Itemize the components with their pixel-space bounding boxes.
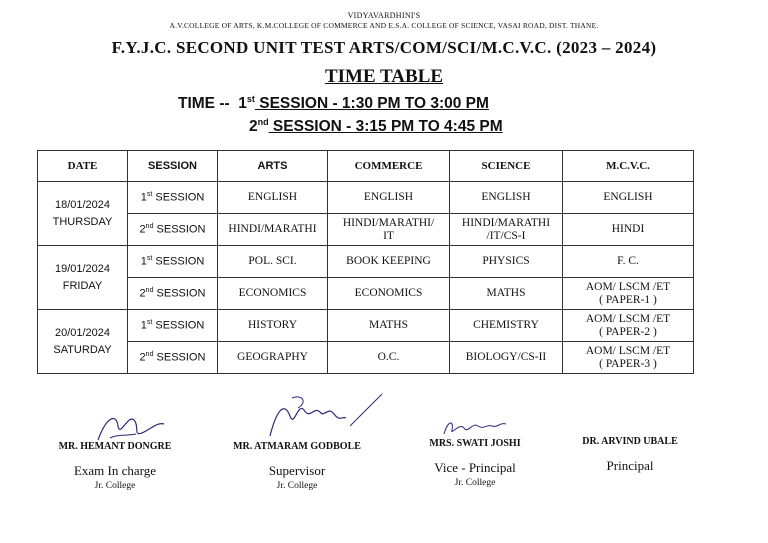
session-num: 1 xyxy=(140,191,147,204)
arts-subject-cell: GEOGRAPHY xyxy=(218,342,328,374)
table-row xyxy=(38,342,694,374)
commerce-subject-cell: HINDI/MARATHI/ IT xyxy=(328,214,450,246)
signatory-name: DR. ARVIND UBALE xyxy=(582,436,678,447)
science-subject-cell: BIOLOGY/CS-II xyxy=(450,342,563,374)
arts-subject-cell: POL. SCI. xyxy=(218,246,328,278)
header-science: SCIENCE xyxy=(450,151,563,182)
header-mcvc: M.C.V.C. xyxy=(563,151,694,182)
session-1-time xyxy=(178,94,489,113)
session-cell xyxy=(128,246,218,278)
session-num: 2 xyxy=(139,287,146,300)
signatory-name: MRS. SWATI JOSHI xyxy=(429,438,521,449)
session-1-num: 1 xyxy=(238,95,247,113)
table-row xyxy=(38,310,694,342)
signatory-dept: Jr. College xyxy=(454,478,496,488)
header-arts: ARTS xyxy=(218,151,328,182)
session-text: SESSION xyxy=(152,319,205,332)
session-2-text: SESSION - 3:15 PM TO 4:45 PM xyxy=(268,118,503,136)
arts-subject-cell: HISTORY xyxy=(218,310,328,342)
day-value: SATURDAY xyxy=(53,343,112,356)
mcvc-subject-cell: AOM/ LSCM /ET ( PAPER-1 ) xyxy=(563,278,694,310)
signatory-principal xyxy=(560,436,700,474)
header-commerce: COMMERCE xyxy=(328,151,450,182)
day-value: THURSDAY xyxy=(52,215,113,228)
session-2-sup: nd xyxy=(257,117,269,127)
mcvc-subject-cell: HINDI xyxy=(563,214,694,246)
date-cell xyxy=(38,246,128,310)
session-2-time xyxy=(249,117,503,136)
science-subject-cell: HINDI/MARATHI /IT/CS-I xyxy=(450,214,563,246)
science-subject-cell: PHYSICS xyxy=(450,246,563,278)
college-name: A.V.COLLEGE OF ARTS, K.M.COLLEGE OF COMMERCE AND E.S.A. COLLEGE OF SCIENCE, VASAI ROAD, DIST. THANE. xyxy=(169,21,599,30)
commerce-subject-cell: MATHS xyxy=(328,310,450,342)
trust-name: VIDYAVARDHINI'S xyxy=(347,11,421,20)
session-num: 1 xyxy=(140,319,147,332)
signatory-role: Supervisor xyxy=(268,463,326,478)
session-cell xyxy=(128,278,218,310)
signatory-dept: Jr. College xyxy=(276,481,318,491)
signature-godbole xyxy=(262,392,387,442)
commerce-subject-cell: ECONOMICS xyxy=(328,278,450,310)
time-prefix: TIME -- xyxy=(178,95,230,113)
signatory-dept: Jr. College xyxy=(94,481,136,491)
date-cell xyxy=(38,182,128,246)
table-row xyxy=(38,214,694,246)
science-subject-cell: MATHS xyxy=(450,278,563,310)
session-cell xyxy=(128,342,218,374)
session-cell xyxy=(128,214,218,246)
signatory-role: Exam In charge xyxy=(73,463,157,478)
arts-subject-cell: HINDI/MARATHI xyxy=(218,214,328,246)
session-sup: st xyxy=(146,191,153,199)
session-num: 2 xyxy=(139,223,146,236)
mcvc-subject-cell: AOM/ LSCM /ET ( PAPER-2 ) xyxy=(563,310,694,342)
commerce-subject-cell: O.C. xyxy=(328,342,450,374)
commerce-subject-cell: ENGLISH xyxy=(328,182,450,214)
date-value: 18/01/2024 xyxy=(54,199,111,211)
commerce-subject-cell: BOOK KEEPING xyxy=(328,246,450,278)
session-cell xyxy=(128,310,218,342)
signatory-exam-incharge xyxy=(45,441,185,491)
session-text: SESSION xyxy=(152,255,205,268)
mcvc-subject-cell: AOM/ LSCM /ET ( PAPER-3 ) xyxy=(563,342,694,374)
table-row xyxy=(38,246,694,278)
date-value: 20/01/2024 xyxy=(54,327,111,339)
session-sup: nd xyxy=(145,351,154,359)
session-1-text: SESSION - 1:30 PM TO 3:00 PM xyxy=(254,95,489,113)
arts-subject-cell: ENGLISH xyxy=(218,182,328,214)
timetable-title-text: TIME TABLE xyxy=(324,66,444,87)
table-row xyxy=(38,182,694,214)
session-sup: nd xyxy=(145,287,154,295)
session-sup: st xyxy=(146,255,153,263)
date-value: 19/01/2024 xyxy=(54,263,111,275)
day-value: FRIDAY xyxy=(62,279,103,292)
session-cell xyxy=(128,182,218,214)
timetable xyxy=(37,150,694,374)
session-text: SESSION xyxy=(152,191,205,204)
session-text: SESSION xyxy=(153,287,206,300)
science-subject-cell: ENGLISH xyxy=(450,182,563,214)
date-cell xyxy=(38,310,128,374)
session-2-num: 2 xyxy=(249,118,258,136)
session-sup: st xyxy=(146,319,153,327)
mcvc-subject-cell: F. C. xyxy=(563,246,694,278)
science-subject-cell: CHEMISTRY xyxy=(450,310,563,342)
table-header-row xyxy=(38,151,694,182)
session-num: 1 xyxy=(140,255,147,268)
table-row xyxy=(38,278,694,310)
session-text: SESSION xyxy=(153,223,206,236)
session-text: SESSION xyxy=(153,351,206,364)
signatory-role: Vice - Principal xyxy=(434,460,516,475)
session-sup: nd xyxy=(145,223,154,231)
signatory-vice-principal xyxy=(410,438,540,488)
signatory-name: MR. HEMANT DONGRE xyxy=(58,441,172,452)
signatory-name: MR. ATMARAM GODBOLE xyxy=(233,441,361,452)
signatory-supervisor xyxy=(217,441,377,491)
header-session: SESSION xyxy=(128,151,218,182)
signatory-role: Principal xyxy=(606,458,654,473)
signature-joshi xyxy=(440,416,510,438)
mcvc-subject-cell: ENGLISH xyxy=(563,182,694,214)
exam-title: F.Y.J.C. SECOND UNIT TEST ARTS/COM/SCI/M.C.V.C. (2023 – 2024) xyxy=(111,38,657,57)
header-date: DATE xyxy=(38,151,128,182)
timetable-title xyxy=(0,66,768,88)
session-num: 2 xyxy=(139,351,146,364)
session-1-sup: st xyxy=(246,94,255,104)
arts-subject-cell: ECONOMICS xyxy=(218,278,328,310)
